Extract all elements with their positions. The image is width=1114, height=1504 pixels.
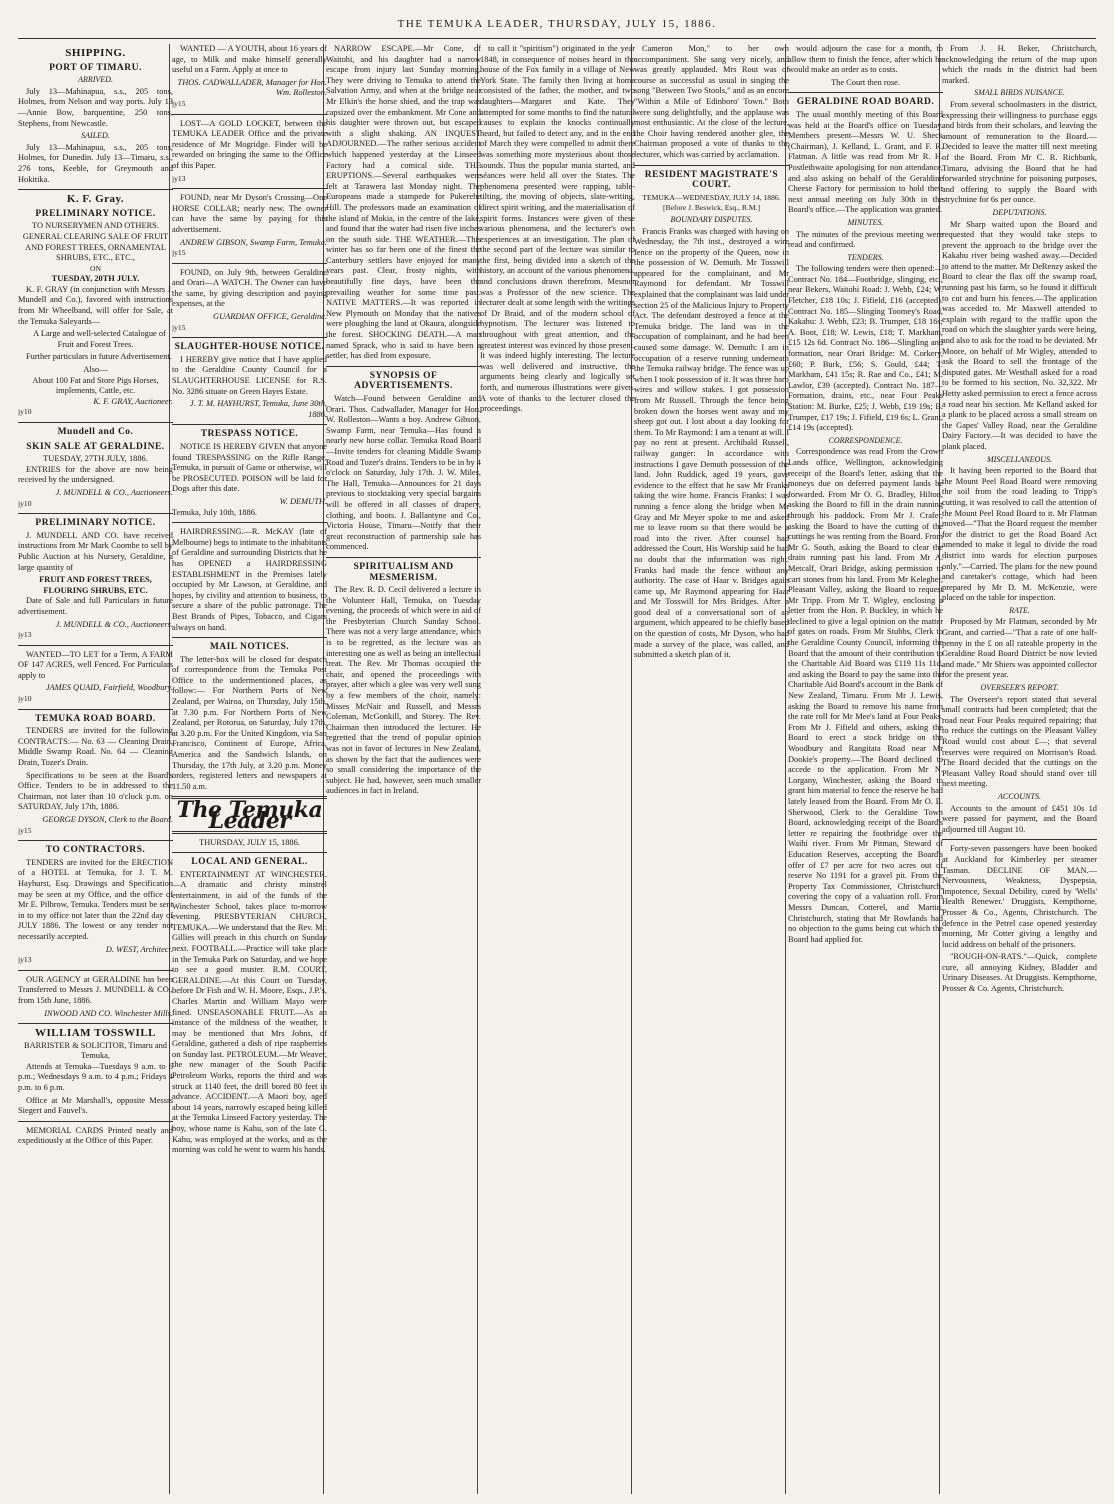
geraldine-board-text: The usual monthly meeting of this Board was held at the Board's office on Tuesday. Members present—Messrs W. U. Sheck (Chairman), J. Kelland, L. Grant, and F. R. Flatman. A little was read from Mr R. H. Postlethwaite apologising for non attendance, and also asking on behalf of the Geraldine Cheese Factory for permission to hold their next annual meeting on July 30th in the Board's office.—The application was granted.	[788, 109, 943, 215]
court-date: TEMUKA—WEDNESDAY, JULY 14, 1886.	[642, 192, 781, 202]
gray-also-text: About 100 Fat and Store Pigs Horses, implements, Cattle, etc.	[32, 375, 159, 396]
column-6	[788, 44, 943, 1499]
memorial-cards-text: MEMORIAL CARDS Printed neatly and expeditiously at the Office of this Paper.	[18, 1125, 173, 1146]
gray-heading: K. F. Gray.	[66, 193, 125, 206]
column-3	[326, 44, 481, 1499]
spiritualism-heading: SPIRITUALISM AND MESMERISM.	[353, 561, 454, 583]
masthead	[18, 18, 1096, 40]
found-watch-signature: GUARDIAN OFFICE, Geraldine.	[213, 312, 327, 322]
mail-notices-text: The letter-box will be closed for despatch of correspondence from the Temuka Post Office to the undermentioned places, as follow:— For Northern Ports of New Zealand, per Wairoa, on Thursday, July 15th, at 7.30 p.m. For Northern Ports of New Zealand, per Rotorua, on Saturday, July 17th, at 3.20 p.m. For the United Kingdom, via San Francisco, Continent of Europe, Africa, America and the Sandwich Islands, on Thursday, the 17th July, at 3.20 p.m. Money orders, registered letters and newspapers at 11.50 a.m.	[172, 654, 327, 791]
column-2	[172, 44, 327, 1499]
column-7	[942, 44, 1097, 1499]
found-collar-signature: ANDREW GIBSON, Swamp Farm, Temuka.	[180, 237, 327, 247]
gray-body: K. F. GRAY (in conjunction with Messrs J. Mundell and Co.), favored with instructions from Mr Wheelband, will offer for Sale, at the Temuka Saleyards—	[18, 284, 173, 326]
miscellaneous-heading: MISCELLANEOUS.	[986, 454, 1053, 464]
masthead-rule	[18, 38, 1096, 39]
wanted-youth-signature: THOS. CADWALLADER, Manager for Hon. Wm. Rolleston.	[177, 77, 327, 98]
court-rose: The Court then rose.	[831, 77, 900, 87]
slaughter-signature: J. T. M. HAYHURST, Temuka, June 30th, 1886.	[189, 399, 327, 419]
rate-text: Proposed by Mr Flatman, seconded by Mr Grant, and carried—"That a rate of one half-penny in the £ on all rateable property in the Geraldine Road Board District be now levied and made." Mr Shiers was appointed collector for the present year.	[942, 617, 1097, 680]
prelim-date: TUESDAY, 20TH JULY.	[51, 274, 140, 284]
mundell-heading: Mundell and Co.	[57, 427, 134, 437]
wanted-farm-signature: JAMES QUAID, Fairfield, Woodbury.	[45, 683, 173, 693]
gray-signature: K. F. GRAY, Auctioneer.	[93, 396, 173, 406]
skin-sale-signature: J. MUNDELL & CO., Auctioneers.	[55, 487, 173, 497]
trespass-date: Temuka, July 10th, 1886.	[172, 507, 258, 517]
correspondence-heading: CORRESPONDENCE.	[828, 435, 903, 445]
ad-code: jy10	[18, 407, 32, 417]
gray-body-3: Further particulars in future Advertisement.	[26, 352, 172, 362]
accounts-text: Accounts to the amount of £451 10s 1d were passed for payment, and the Board adjourned till August 10.	[942, 803, 1097, 834]
ad-code: jy15	[172, 248, 186, 258]
synopsis-heading: SYNOPSIS OF ADVERTISEMENTS.	[354, 370, 453, 392]
ad-code: jy13	[172, 173, 186, 183]
court-before: [Before J. Beswick, Esq., R.M.]	[662, 203, 761, 213]
news-body: NARROW ESCAPE.—Mr Cone, of Waitohi, and his daughter had a narrow escape from injury last Sunday morning. They were driving to Temuka to attend the Salvation Army, and when at the bridge near Mr Elkin's the horse shied, and the trap was capsized over the embankment. Mr Cone and his daughter were thrown out, but escaped with a slight shaking. AN INQUEST ADJOURNED.—The rather serious accident which happened yesterday at the Linseed Factory had a comical side. THE ERUPTIONS.—Several earthquakes were felt at Tarawera last Monday night. The Europeans made a stampede for Pukerehe Hill. The professors made an examination of the island of Mokia, in the centre of the lake, and found that the water had risen five inches on the south side. THE WEATHER.—This winter has so far been one of the finest the Canterbury settlers have enjoyed for many years past. Clear, frosty nights, with beautifully fine days, have been the prevailing weather for some time past. NATIVE MATTERS.—It was reported in New Plymouth on Monday that the natives were ploughing the land at Okaura, alongside the forest. SHOCKING DEATH.—A man named Sprack, who is said to have been a settler, has died from exposure.	[326, 44, 481, 361]
wanted-farm-text: WANTED—TO LET for a Term, A FARM OF 147 ACRES, well Fenced. For Particulars apply to	[18, 649, 173, 680]
paper-date: THURSDAY, JULY 15, 1886.	[199, 837, 300, 847]
trespass-text: NOTICE IS HEREBY GIVEN that anyone found TRESPASSING on the Rifle Range, Temuka, in pursuit of Game or otherwise, will be PROSECUTED. POISON will be laid for Dogs after this date.	[172, 442, 327, 494]
sailed-text: July 13—Mahinapua, s.s., 205 tons, Holmes, for Dunedin. July 13—Timaru, s.s., 276 tons, Keeble, for Greymouth and Hokitika.	[18, 142, 173, 184]
paper-title: The Temuka Leader	[176, 797, 323, 834]
ad-code: jy10	[18, 498, 32, 508]
local-general-heading: LOCAL AND GENERAL.	[191, 857, 308, 868]
ad-code: jy15	[18, 825, 32, 835]
arrived-text: July 13—Mahinapua, s.s., 205 tons, Holmes, from Nelson and way ports. July 13—Annie Bow, barquentine, 250 tons, Stephens, from Newcastle.	[18, 86, 173, 128]
synopsis-text: Watch—Found between Geraldine and Orari. Thos. Cadwallader, Manager for Hon. W. Rolleston—Wants a boy. Andrew Gibson, Swamp Farm, near Temuka—Has found a nearly new horse collar. Temuka Road Board—Invite tenders for cleaning Middle Swamp Road and Tozer's drains. Tenders to be in by 4 o'clock on Saturday, July 17th. J. W. Miles, The Hall, Temuka—Announces for 21 days previous to stocktaking very special bargains will be offered in all classes of drapery, clothing, and boots. J. Ballantyne and Co., Victoria House, Timaru—Notify that their great reconstruction of partnership sale has commenced.	[326, 394, 481, 552]
column-5	[634, 44, 789, 1499]
concert-text: Cameron Mon," to her own accompaniment. She sang very nicely, and was greatly applauded. Mrs Rout was of course as successful as usual in singing the song "Between Two Stools," and as an encore "Within a Mile of Edinboro' Town." Both were sung delightfully, and the applause was most enthusiastic. At the close of the lecture, the Choir having rendered another glee, the Chairman proposed a vote of thanks to the lecturer, which was carried by acclamation.	[634, 44, 789, 159]
found-watch-text: FOUND, on July 9th, between Geraldine and Orari—A WATCH. The Owner can have the same, by giving description and paying expenses, at the	[172, 267, 327, 309]
lost-locket-text: LOST—A GOLD LOCKET, between the TEMUKA LEADER Office and the private residence of Mr Mogridge. Finder will be rewarded on bringing the same to the Office of this Paper.	[172, 118, 327, 170]
small-birds-text: From several schoolmasters in the district, expressing their willingness to purchase eggs and birds from their scholars, and leaving the amount of remuneration to the Board.—Decided to leave the matter till next meeting of the Board. From Mr C. R. Richbank, Timaru, advising the Board that he had forwarded strychnine for poisoning purposes, and offering to supply the Board with strychnine for 6s per ounce.	[942, 99, 1097, 205]
shipping-heading: SHIPPING.	[65, 47, 126, 59]
rate-heading: RATE.	[1009, 605, 1030, 615]
trespass-heading: TRESPASS NOTICE.	[200, 429, 299, 440]
tosswill-text-2: Office at Mr Marshall's, opposite Messrs Siegert and Fauvel's.	[18, 1095, 173, 1116]
geraldine-board-heading: GERALDINE ROAD BOARD.	[796, 97, 935, 108]
contractors-text: TENDERS are invited for the ERECTION of a HOTEL at Temuka, for J. T. M. Hayhurst, Esq. Drawings and Specification may be seen at my Office, and the office of Mr E. Pilbrow, Temuka. Tenders must be sent in to my office not later than the 22nd day of JULY 1886. The lowest or any tender not necessarily accepted.	[18, 857, 173, 941]
masthead-title: THE TEMUKA LEADER, THURSDAY, JULY 15, 1886.	[397, 18, 717, 30]
miscellaneous-text: It having been reported to the Board that the Mount Peel Road Board were removing the soil from the road leading to Tripp's cutting, it was resolved to call the attention of the Mount Peel Road Board to it. Mr Flatman moved—"That the Board request the member for the district to get the Road Board Act amended to make it legal to divide the road district into wards for election purposes only."—Carried. The plans for the new pound and caretaker's cottage, which had been prepared by Mr D. M. McKenzie, were placed on the table for inspection.	[942, 466, 1097, 603]
court-text: Francis Franks was charged with having on Wednesday, the 7th inst., destroyed a wire fence on the property of the Queen, now in the possession of W. Demuth. Mr Tosswill appeared for the complainant, and Mr Raymond for defendant. Mr Tosswill explained that the complainant was laid under section 25 of the Malicious Injury to Property Act. The defendant destroyed a fence at the Temuka bridge. The land was in the occupation of complainant, and he had been caused some damage. W. Demuth: I am in occupation of a reserve running underneath the Temuka railway bridge. The fence was up when I took possession of it. It was three barb wires and willow stakes. I got possession from Mr Russell. Through the fence being broken down the horses went away and my sheep got out. I lost about a day looking for them. To Mr Raymond: I am a tenant at will. I pay no rent at present. Archibald Russell, railway ganger: In accordance with instructions I gave Demuth possession of the land. John Ruddick, aged 19 years, gave evidence to the effect that he saw Mr Franks taking the wire home. Francis Franks: I was running a fence along the bridge when Mr Gray and Mr Meyer spoke to me and asked me to leave room so that there would be a road into the river. After counsel had addressed the Court, His Worship said he had no doubt that the information was right. Franks had made the fence without any authority. The case of Haar v. Bridges again came up, Mr Raymond appearing for Haar and Mr Tosswill for Mrs Bridges. After a good deal of a conversational sort of an argument, which appeared to be chiefly based on the question of costs, Mr Dyson, who had made a survey of the place, was called, and submitted a sketch plan of it.	[634, 226, 789, 660]
prelim2-signature: J. MUNDELL & CO., Auctioneers.	[55, 619, 173, 629]
local-general-text: ENTERTAINMENT AT WINCHESTER.—A dramatic and christy minstrel entertainment, in aid of the funds of the Winchester School, takes place to-morrow evening. PRESBYTERIAN CHURCH, TEMUKA.—We understand that the Rev. Mr. Gillies will preach in this church on Sunday next. FOOTBALL.—Practice will take place in the Temuka Park on Saturday, and we hope to see a good muster. R.M. COURT, GERALDINE.—At this Court on Tuesday, before Dr Fish and W. H. Moore, Esqs., J.P.'s, Charles Martin and William Mayo were fined. UNSEASONABLE FRUIT.—As an instance of the mildness of the weather, it may be mentioned that Mrs Johns, of Geraldine, gathered a dish of ripe raspberries on Sunday last. PETROLEUM.—Mr Weaver, the new manager of the South Pacific Petroleum Works, reports the third and was struck at 1140 feet, the drill bored 80 feet in advance. ACCIDENT.—A Maori boy, aged about 14 years, narrowly escaped being killed at the Temuka Linseed Factory yesterday. The boy, whose name is Kahu, son of the late G. Kahu, was employed at the works, and as the morning was cold he went to warm his hands.	[172, 869, 327, 1155]
tosswill-text: Attends at Temuka—Tuesdays 9 a.m. to 6 p.m.; Wednesdays 9 a.m. to 4 p.m.; Fridays 4 p.m. to 6 p.m.	[18, 1061, 173, 1093]
slaughter-heading: SLAUGHTER-HOUSE NOTICE.	[174, 342, 325, 353]
spiritualism-text: The Rev. R. D. Cecil delivered a lecture in the Volunteer Hall, Temuka, on Tuesday evening, the proceeds of which were in aid of the Presbyterian Church Sunday School. There was not a very large attendance, which is to be regretted, as the lecture was an interesting one as well as being an intellectual treat. The Rev. Mr Thomas occupied the chair, and opened the proceedings with prayer, after which a glee was very well sung by a few members of the choir, namely: Misses McNair and Russell, and Messrs Coleman, McGonkill, and Storey. The Rev. Chairman then introduced the lecturer. He regretted that the trend of popular opinion was not in favor of lectures in New Zealand, as shown by the fact that the audiences were so small considering the importance of the subject. He had, however, seen much smaller audiences in fact in Ireland.	[326, 585, 481, 796]
hairdressing-text: HAIRDRESSING.—R. McKAY (late of Melbourne) begs to intimate to the inhabitants of Geraldine and surrounding Districts that he has OPENED a HAIRDRESSING ESTABLISHMENT in the Premises lately occupied by Mr Lawson, at Geraldine, and hopes, by civility and attention to business, to secure a share of the public patronage. The Best Brands of Pipes, Tobacco, and Cigars always on hand.	[172, 527, 327, 632]
skin-sale-heading: SKIN SALE AT GERALDINE.	[26, 441, 165, 452]
temuka-road-board-signature: GEORGE DYSON, Clerk to the Board.	[42, 815, 173, 824]
temuka-road-board-heading: TEMUKA ROAD BOARD.	[35, 713, 156, 724]
skin-sale-date: TUESDAY, 27TH JULY, 1886.	[43, 454, 148, 464]
ad-code: jy13	[18, 630, 32, 640]
gray-body-2: A Large and well-selected Catalogue of Fruit and Forest Trees.	[33, 329, 166, 349]
slaughter-text: I HEREBY give notice that I have applied to the Geraldine County Council for a SLAUGHTERHOUSE LICENSE for R.S. No. 3286 situate on Green Hayes Estate.	[172, 354, 327, 396]
notes-text: Forty-seven passengers have been booked at Auckland for Kimberley per steamer Tasman. DECLINE OF MAN.—Nervousness, Weakness, Dyspepsia, Impotence, Sexual Debility, cured by 'Wells' Health Renewer.' Druggists, Kempthorne, Prosser & Co., Agents, Christchurch. The defence in the Petrel case opened yesterday morning, Mr Cotter giving a lengthy and lucid address on behalf of the prisoners.	[942, 844, 1097, 949]
prelim2-date: Date of Sale and full Particulars in future advertisement.	[18, 596, 173, 616]
accounts-heading: ACCOUNTS.	[998, 791, 1041, 801]
correspondence-continued: From J. H. Beker, Christchurch, acknowledging the return of the map upon which the roads in the district had been marked.	[942, 44, 1097, 85]
skin-sale-text: ENTRIES for the above are now being received by the undersigned.	[18, 464, 173, 485]
court-heading: RESIDENT MAGISTRATE'S COURT.	[644, 169, 779, 191]
ad-code: jy15	[172, 98, 186, 108]
tenders-text: The following tenders were then opened:— Contract No. 184—Footbridge, slinging, etc., near Bekers, Waitohi Road: J. Webb, £24; W. Fletcher, £18 10s; J. Fifield, £16 (accepted). Contract No. 185—Slinging Toomey's Road, Kakahu: J. Webb, £23; B. Trumper, £18 16s; A. Boot, £18; W. Lewis, £18; T. Markham, £15 12s 6d. Contract No. 186—Slingling and formation, near Orari Bridge: M. Corkery, £60; P. Burk, £56; S. Gould, £44; T. Markham, £41 15s; R. Rae and Co., £41; M. Lawlor, £39 (accepted). Contract No. 187—Formation, drains, etc., near Four Peaks Station: M. Burke, £25; J. Webb, £19 19s; B. Trumper, £17 19s; J. Fifield, £19 6s; L. Grant, £14 19s (accepted).	[788, 264, 943, 433]
spiritualism-continued: to call it "spiritism") originated in the year 1848, in consequence of noises heard in the house of the Fox family in a village of New York State. The family then living at home consisted of the father, the mother, and two daughters—Margaret and Kate. They attempted for some months to find the natural causes to explain the knocks continually heard, but failed to detect any, and in the end of March they were compelled to admit there was something more mysterious about those sounds. Thus the popular mania started, and séances were held all over the States. The phenomena presented were rapping, table-tilting, the moving of objects, slate-writing, direct spirit writing, and the materialisation of spirit forms. Instances were given of these various phenomena, and the lecturer's own experiences at an investigation. The plan of the second part of the lecture was similar to the first, being divided into a sketch of the history, an account of the various phenomena, and conclusions drawn therefrom. Mesmer was a Professor of the new science. The lecturer dealt at some length with the writings of Dr Braid, and of the modern school of hypnotism. The lecturer was listened to throughout with great attention, and the greatest interest was evinced by those present. It was indeed highly interesting. The lecture was well delivered and instructive, the arguments being clearly and logically set forth, and numerous illustrations were given. A vote of thanks to the lecturer closed the proceedings.	[480, 44, 635, 414]
arrived-heading: ARRIVED.	[78, 75, 113, 85]
overseer-text: The Overseer's report stated that several small contracts had been completed; that the road near Four Peaks required repairing; that to reduce the cuttings on the Pleasant Valley Road would cost about £—; that several reserves were required on Morrison's Road. The Board decided that the cuttings on the Pleasant Valley Road should stand over till next meeting.	[942, 694, 1097, 789]
trespass-signature: W. DEMUTH.	[279, 496, 327, 506]
prelim2-text: J. MUNDELL AND CO. have received instructions from Mr Mark Coombe to sell by Public Auction at his Nursery, Geraldine, a large quantity of	[18, 530, 173, 572]
minutes-text: The minutes of the previous meeting were read and confirmed.	[788, 229, 943, 250]
sailed-heading: SAILED.	[81, 131, 110, 141]
prelim-text: GENERAL CLEARING SALE OF FRUIT AND FOREST TREES, ORNAMENTAL SHRUBS, ETC., ETC.,	[22, 231, 169, 263]
gray-also: Also—	[83, 365, 108, 375]
wanted-youth-text: WANTED — A YOUTH, about 16 years of age, to Milk and make himself generally useful on a Farm. Apply at once to	[172, 44, 327, 75]
agency-signature: INWOOD AND CO. Winchester Mills.	[44, 1008, 173, 1018]
tosswill-heading: WILLIAM TOSSWILL	[35, 1027, 156, 1040]
ad-code: jy13	[18, 955, 32, 965]
mail-notices-heading: MAIL NOTICES.	[209, 642, 290, 653]
prelim2-heading: PRELIMINARY NOTICE.	[35, 518, 156, 529]
deputations-text: Mr Sharp waited upon the Board and requested that they would take steps to prevent the approach to the bridge over the Kakahu river being washed away.—Decided to attend to the matter. Mr DeRenzy asked the Board to clear the flax off the swamp road, running past his farm, so he found it difficult to cut and burn his fences.—The application was acceded to. Mr Maxwell attended to explain with regard to the traffic upon the road on which the slaughter yards were being, and also to ask for the road to be deviated. Mr Moore, on behalf of Mr Wigley, attended to ask the Board to sell the frontage of the disputed gates. Mr Westhall asked for a road to be formed to his section, No. 32,322. Mr Hetty asked permission to erect a fence across a road near his section. Mr Kelland asked for a plank to be placed across a small stream on the Gapes' Valley Road, near the Geraldine Dairy Factory.—It was decided to have the plank placed.	[942, 219, 1097, 451]
tosswill-subheading: BARRISTER & SOLICITOR, Timaru and Temuka,	[24, 1040, 167, 1061]
court-subheading: BOUNDARY DISPUTES.	[670, 214, 753, 224]
rough-on-rats-text: "ROUGH-ON-RATS."—Quick, complete cure, all annoying Kidney, Bladder and Urinary Diseases. At Druggists. Kempthorne, Prosser & Co. Agents, Christchurch.	[942, 952, 1097, 994]
contractors-signature: D. WEST, Architect.	[105, 944, 173, 954]
overseer-heading: OVERSEER'S REPORT.	[980, 683, 1059, 693]
ad-code: jy15	[172, 322, 186, 332]
prelim-to: TO NURSERYMEN AND OTHERS.	[32, 221, 159, 231]
prelim-on: ON	[90, 263, 101, 273]
ad-code: jy10	[18, 694, 32, 704]
temuka-road-board-text: TENDERS are invited for the following CONTRACTS:— No. 63 — Cleaning Drain, Middle Swamp Road. No. 64 — Cleaning Drain, Tozer's Drain.	[18, 726, 173, 768]
tenders-heading: TENDERS.	[847, 252, 884, 262]
prelim2-items: FRUIT AND FOREST TREES, FLOURING SHRUBS, ETC.	[39, 575, 152, 595]
minutes-heading: MINUTES.	[847, 217, 884, 227]
column-1	[18, 44, 173, 1499]
correspondence-text: Correspondence was read From the Crown Lands office, Wellington, acknowledging receipt of the Board's letter, asking that the moneys due on deferred payment lands be forwarded. From Mr O. G. Bradley, Hilton, asking the Board to fill in the drain running through his paddock. From Mr J. Crafer, asking the Board to have the cutting of the cuttings he was renting from the Board. From Mr G. South, asking the Board to clear the drain running past his land. From Mr A. Metcalf, Orari Bridge, asking permission to cart stones from his land. From Mr Kelegher, Pleasant Valley, asking the Board to request Mr Tripp. From Mr T. Wigley, enclosing a letter from the Hon. P. Buckley, in which he declined to give a legal opinion on the matter of gates on roads. From Mr Stubbs, Clerk to the Geraldine County Council, informing the Board that the amount of their contribution to the Charitable Aid Board was £119 11s 11d, and asking the Board to pay the same into the Charitable Aid Board's account in the Bank of New Zealand, Timaru. From Mr J. Lewis, asking the Board to remove his name from the rate roll for Mr Mee's land at Four Peaks. From Mr J. Fifield and others, asking the Board to erect a stock bridge on the Woodbury and Rangitata Road near Mr Dookie's property.—The Board declined to accede to the application. From Mr N. Lorgany, Winchester, asking the Board to grant him material to fence the reserve he had lately leased from the Board. From Mr O. E. Sherwood, Clerk to the Geraldine Town Board, acknowledging receipt of the Board's letter re repairing the footbridge over the Waihi river. From Mr Pitman, Steward of Education Reserves, accepting the Board's offer of £7 per acre for two acres out of reserve No 1191 for a gravel pit. From the Property Tax Commissioner, Christchurch, covering the copy of a valuation roll. From Messrs Duncan, Cotterel, and Martin, Christchurch, stating that Mr Rowlands had no objection to the gums being cut which the Board had applied for.	[788, 447, 943, 944]
agency-text: OUR AGENCY at GERALDINE has been Transferred to Messrs J. MUNDELL & CO., from 15th June, 1886.	[18, 974, 173, 1005]
port-heading: PORT OF TIMARU.	[49, 62, 142, 73]
court-ending: would adjourn the case for a month, to allow them to finish the fence, after which he would make an order as to costs.	[788, 44, 943, 75]
small-birds-heading: SMALL BIRDS NUISANCE.	[974, 88, 1065, 98]
temuka-road-board-text-2: Specifications to be seen at the Board's Office. Tenders to be in addressed to the Chairman, not later than 10 o'clock p.m. on SATURDAY, July 17th, 1886.	[18, 770, 173, 812]
contractors-heading: TO CONTRACTORS.	[45, 845, 146, 856]
found-collar-text: FOUND, near Mr Dyson's Crossing—One HORSE COLLAR; nearly new. The owner can have the same by paying for this advertisement.	[172, 193, 327, 234]
deputations-heading: DEPUTATIONS.	[992, 207, 1047, 217]
column-4	[480, 44, 635, 1499]
prelim-heading: PRELIMINARY NOTICE.	[35, 208, 156, 219]
